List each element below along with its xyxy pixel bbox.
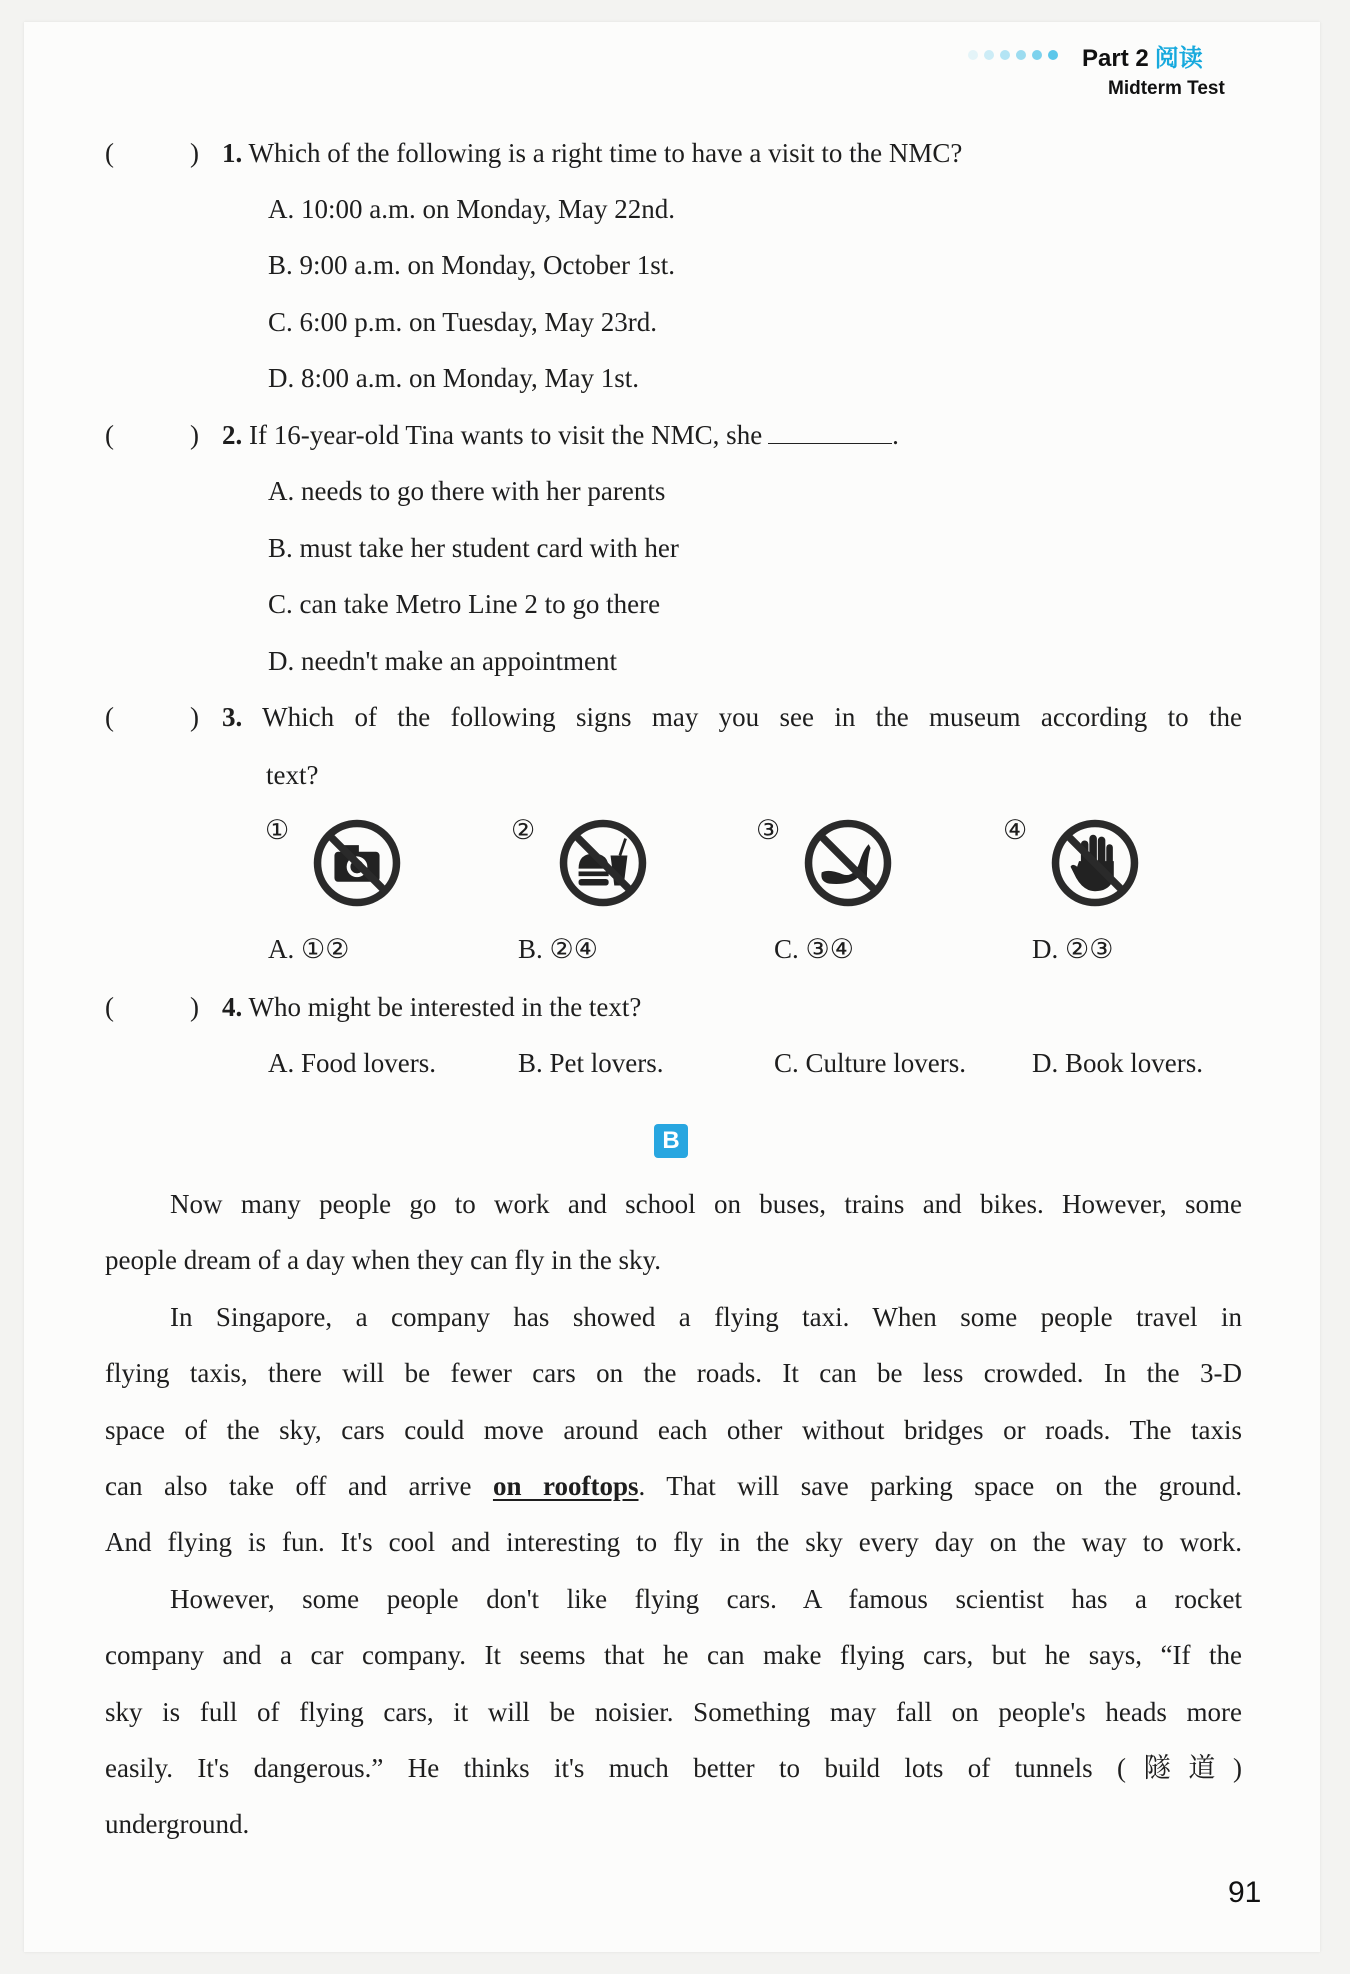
question-number: 1. <box>222 138 243 168</box>
passage-p3-line1: However, some people don't like flying cars. A famous scientist has a rocket <box>170 1584 1242 1614</box>
answer-paren-open: ( <box>105 992 114 1022</box>
header-part <box>1082 38 1203 73</box>
question-stem-end: . <box>892 420 899 450</box>
answer-paren-close: ) <box>190 702 199 732</box>
question-3-cont: text? <box>266 760 319 790</box>
passage-text: can also take off and arrive <box>105 1471 472 1501</box>
answer-paren-open: ( <box>105 702 114 732</box>
page-number: 91 <box>1228 1876 1262 1909</box>
question-3 <box>222 700 1242 734</box>
no-camera-icon <box>310 816 404 910</box>
sign-label-3: ③ <box>756 815 781 845</box>
passage-p2-line3: space of the sky, cars could move around each other without bridges or roads. The taxis <box>105 1415 1242 1445</box>
no-high-heels-icon <box>801 816 895 910</box>
question-number: 2. <box>222 420 243 450</box>
q1-option-c: C. 6:00 p.m. on Tuesday, May 23rd. <box>268 307 658 337</box>
q1-option-d: D. 8:00 a.m. on Monday, May 1st. <box>268 363 639 393</box>
passage-p2-line2: flying taxis, there will be fewer cars on the roads. It can be less crowded. In the 3-D <box>105 1358 1242 1388</box>
q1-option-a: A. 10:00 a.m. on Monday, May 22nd. <box>268 194 675 224</box>
section-b-badge: B <box>654 1124 688 1158</box>
underlined-phrase: on rooftops <box>492 1471 639 1501</box>
passage-text: . That will save parking space on the ground. <box>638 1471 1242 1501</box>
question-number: 3. <box>222 702 243 732</box>
no-food-drink-icon <box>556 816 650 910</box>
question-stem: If 16-year-old Tina wants to visit the NMC, she <box>249 420 763 450</box>
question-number: 4. <box>222 992 243 1022</box>
question-stem: Which of the following is a right time to have a visit to the NMC? <box>248 138 963 168</box>
header-subtitle: Midterm Test <box>1108 78 1225 99</box>
passage-p1-line1: Now many people go to work and school on buses, trains and bikes. However, some <box>170 1189 1242 1219</box>
passage-p3-line5: underground. <box>105 1809 250 1839</box>
passage-p3-line4: easily. It's dangerous.” He thinks it's much better to build lots of tunnels (隧道) <box>105 1753 1242 1783</box>
answer-paren-close: ) <box>190 138 199 168</box>
answer-paren-close: ) <box>190 992 199 1022</box>
q3-option-c: C. ③④ <box>774 934 854 964</box>
fill-in-blank <box>768 421 892 444</box>
passage-p2-line4 <box>105 1469 1242 1503</box>
q3-option-a: A. ①② <box>268 934 350 964</box>
q3-option-d: D. ②③ <box>1032 934 1114 964</box>
part-label: Part 2 <box>1082 45 1149 72</box>
q4-option-b: B. Pet lovers. <box>518 1048 664 1078</box>
q2-option-a: A. needs to go there with her parents <box>268 476 666 506</box>
question-stem: Which of the following signs may you see in the museum according to the <box>262 702 1242 732</box>
question-stem: Who might be interested in the text? <box>248 992 642 1022</box>
passage-p1-line2: people dream of a day when they can fly in the sky. <box>105 1245 662 1275</box>
passage-p3-line3: sky is full of flying cars, it will be noisier. Something may fall on people's heads more <box>105 1697 1242 1727</box>
question-4 <box>222 990 641 1024</box>
question-2 <box>222 418 899 452</box>
passage-p2-line1: In Singapore, a company has showed a flying taxi. When some people travel in <box>170 1302 1242 1332</box>
question-1 <box>222 136 962 170</box>
answer-paren-open: ( <box>105 420 114 450</box>
no-touching-icon <box>1048 816 1142 910</box>
q2-option-c: C. can take Metro Line 2 to go there <box>268 589 661 619</box>
part-label-zh: 阅读 <box>1154 44 1203 72</box>
passage-p2-line5: And flying is fun. It's cool and interesting to fly in the sky every day on the way to work. <box>105 1527 1242 1557</box>
header-dots <box>968 50 1058 60</box>
q4-option-c: C. Culture lovers. <box>774 1048 966 1078</box>
answer-paren-open: ( <box>105 138 114 168</box>
sign-label-1: ① <box>265 815 290 845</box>
q4-option-d: D. Book lovers. <box>1032 1048 1203 1078</box>
q3-option-b: B. ②④ <box>518 934 598 964</box>
q2-option-d: D. needn't make an appointment <box>268 646 618 676</box>
answer-paren-close: ) <box>190 420 199 450</box>
q1-option-b: B. 9:00 a.m. on Monday, October 1st. <box>268 250 675 280</box>
sign-label-2: ② <box>511 815 536 845</box>
q4-option-a: A. Food lovers. <box>268 1048 436 1078</box>
passage-p3-line2: company and a car company. It seems that he can make flying cars, but he says, “If the <box>105 1640 1242 1670</box>
q2-option-b: B. must take her student card with her <box>268 533 679 563</box>
sign-label-4: ④ <box>1003 815 1028 845</box>
